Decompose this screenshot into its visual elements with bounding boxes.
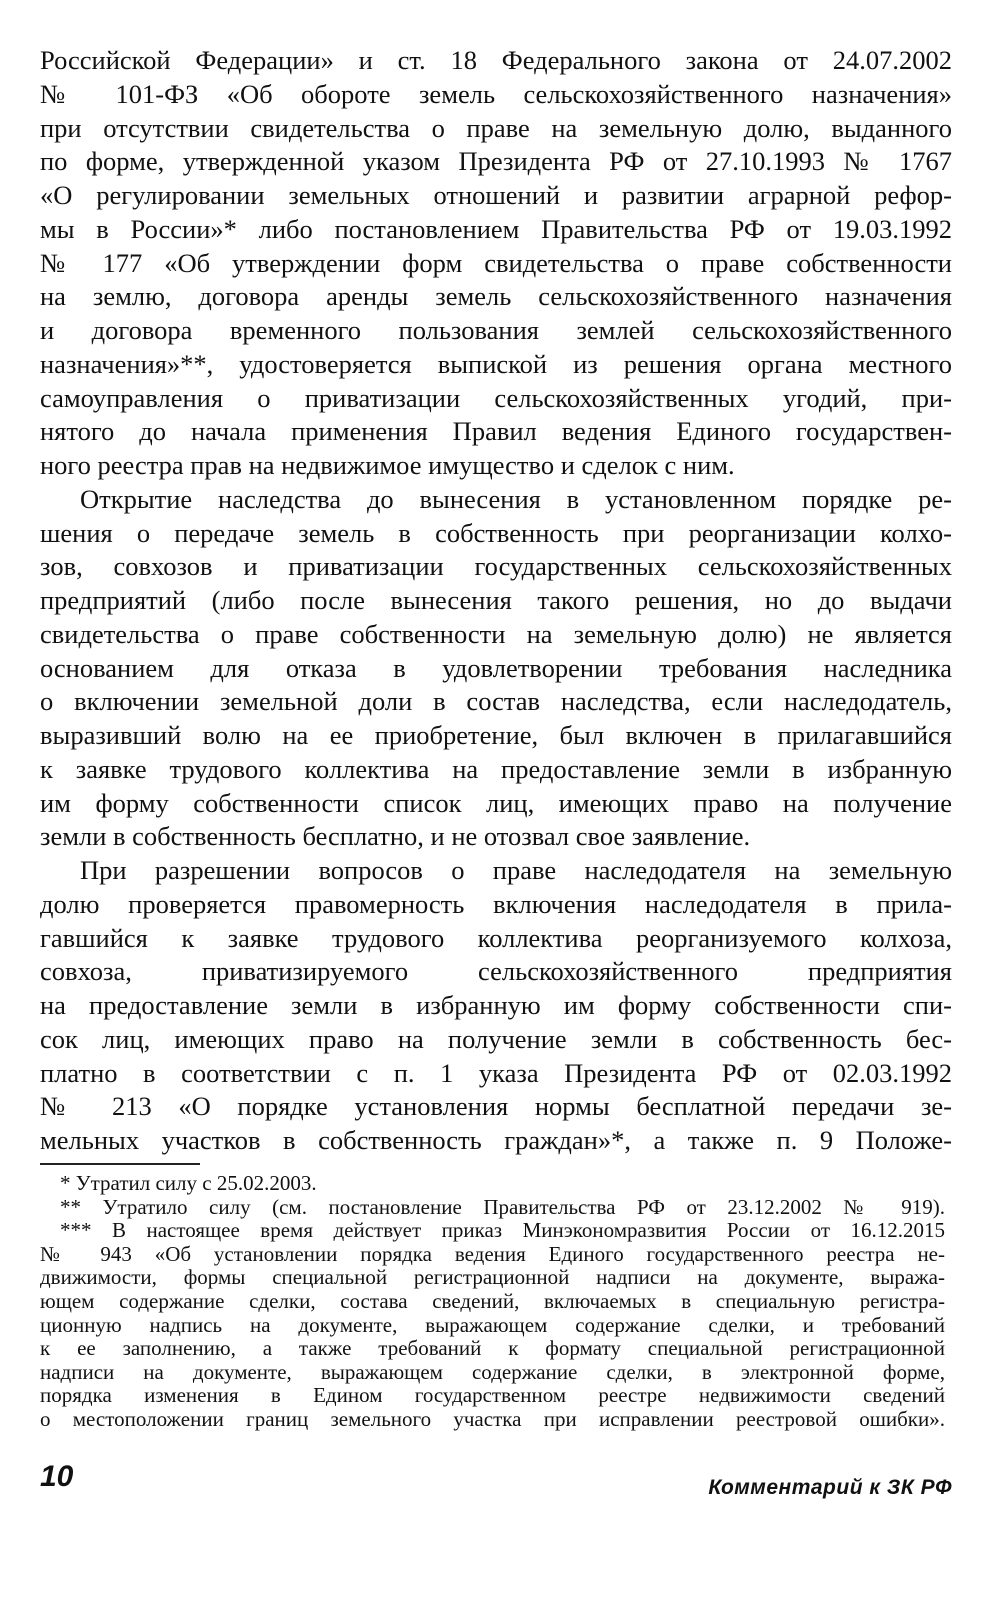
footnote-line: ** Утратило силу (см. постановление Правительства РФ от 23.12.2002 № 919). <box>60 1195 945 1219</box>
text-line: При разрешении вопросов о праве наследодателя на земельную <box>80 855 952 885</box>
text-line: основанием для отказа в удовлетворении требования наследника <box>40 652 952 683</box>
footnote-separator <box>40 1163 200 1165</box>
text-line: на землю, договора аренды земель сельскохозяйственного назначения <box>40 281 952 312</box>
running-head: Комментарий к ЗК РФ <box>708 1476 952 1499</box>
footnote-line: * Утратил силу с 25.02.2003. <box>60 1172 317 1195</box>
text-line: предприятий (либо после вынесения такого решения, но до выдачи <box>40 585 952 615</box>
text-line: «О регулировании земельных отношений и развитии аграрной рефор- <box>40 180 952 210</box>
footnote-line: № 943 «Об установлении порядка ведения Единого государственного реестра не- <box>40 1242 945 1266</box>
text-line: им форму собственности список лиц, имеющих право на получение <box>40 787 952 818</box>
text-line: ного реестра прав на недвижимое имущество и сделок с ним. <box>40 450 735 480</box>
text-line: назначения»**, удостоверяется выпиской из решения органа местного <box>40 348 952 379</box>
text-line: № 101-ФЗ «Об обороте земель сельскохозяйственного назначения» <box>40 78 952 109</box>
footnote-line: *** В настоящее время действует приказ Минэкономразвития России от 16.12.2015 <box>60 1219 945 1243</box>
text-line: выразивший волю на ее приобретение, был включен в прилагавшийся <box>40 720 952 750</box>
text-line: шения о передаче земель в собственность при реорганизации колхо- <box>40 517 952 548</box>
text-line: и договора временного пользования землей сельскохозяйственного <box>40 315 952 345</box>
footnotes <box>40 1172 945 1432</box>
text-line: при отсутствии свидетельства о праве на земельную долю, выданного <box>40 112 952 143</box>
text-line: № 177 «Об утверждении форм свидетельства о праве собственности <box>40 247 952 278</box>
text-line: гавшийся к заявке трудового коллектива реорганизуемого колхоза, <box>40 922 952 953</box>
text-line: совхоза, приватизируемого сельскохозяйственного предприятия <box>40 956 952 987</box>
text-line: мы в России»* либо постановлением Правительства РФ от 19.03.1992 <box>40 213 952 244</box>
footnote-line: движимости, формы специальной регистрационной надписи на документе, выража- <box>40 1266 945 1290</box>
text-line: долю проверяется правомерность включения наследодателя в прила- <box>40 888 952 919</box>
text-line: земли в собственность бесплатно, и не отозвал свое заявление. <box>40 821 751 852</box>
text-line: о включении земельной доли в состав наследства, если наследодатель, <box>40 686 952 717</box>
text-line: зов, совхозов и приватизации государственных сельскохозяйственных <box>40 551 952 582</box>
text-line: № 213 «О порядке установления нормы бесплатной передачи зе- <box>40 1091 952 1122</box>
text-line: нятого до начала применения Правил ведения Единого государствен- <box>40 416 952 447</box>
text-line: самоуправления о приватизации сельскохозяйственных угодий, при- <box>40 382 952 413</box>
text-line: к заявке трудового коллектива на предоставление земли в избранную <box>40 753 952 784</box>
text-line: платно в соответствии с п. 1 указа Президента РФ от 02.03.1992 <box>40 1057 952 1088</box>
footnote-line: ющем содержание сделки, состава сведений, включаемых в специальную регистра- <box>40 1289 945 1313</box>
text-line: по форме, утвержденной указом Президента РФ от 27.10.1993 № 1767 <box>40 146 952 177</box>
footnote-line: к ее заполнению, а также требований к формату специальной регистрационной <box>40 1337 945 1361</box>
footnote-line: о местоположении границ земельного участка при исправлении реестровой ошибки». <box>40 1407 945 1431</box>
text-line: Открытие наследства до вынесения в установленном порядке ре- <box>80 483 952 514</box>
text-line: свидетельства о праве собственности на земельную долю) не является <box>40 618 952 649</box>
footnote-line: надписи на документе, выражающем содержание сделки, в электронной форме, <box>40 1360 945 1384</box>
page-number: 10 <box>40 1460 74 1493</box>
footnote-line: ционную надпись на документе, выражающем содержание сделки, и требований <box>40 1313 945 1337</box>
main-text <box>40 44 952 1158</box>
text-line: Российской Федерации» и ст. 18 Федерального закона от 24.07.2002 <box>40 45 952 75</box>
footnote-line: порядка изменения в Едином государственном реестре недвижимости сведений <box>40 1384 945 1408</box>
text-line: мельных участков в собственность граждан»*, а также п. 9 Положе- <box>40 1125 952 1155</box>
text-line: сок лиц, имеющих право на получение земли в собственность бес- <box>40 1023 952 1054</box>
text-line: на предоставление земли в избранную им форму собственности спи- <box>40 990 952 1020</box>
